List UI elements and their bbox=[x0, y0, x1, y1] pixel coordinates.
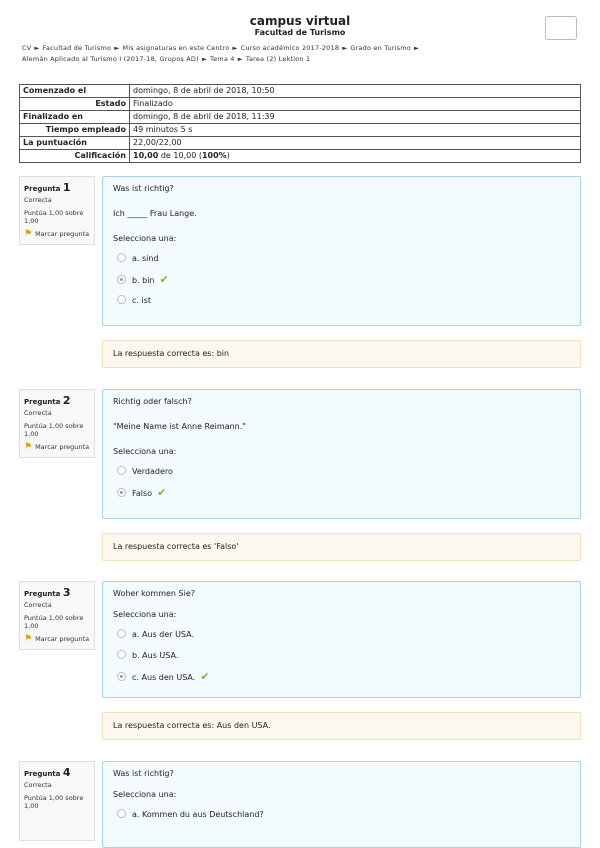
radio-button[interactable] bbox=[117, 295, 126, 304]
finished-value: domingo, 8 de abril de 2018, 11:39 bbox=[130, 111, 581, 124]
time-label: Tiempo empleado bbox=[20, 124, 130, 137]
breadcrumb-separator-icon: ► bbox=[237, 55, 243, 63]
correct-check-icon: ✔ bbox=[200, 670, 210, 683]
flag-question-link[interactable]: ⚑ Marcar pregunta bbox=[24, 634, 90, 644]
finished-label: Finalizado en bbox=[20, 111, 130, 124]
grade-value bbox=[130, 150, 581, 163]
flag-icon: ⚑ bbox=[24, 229, 33, 239]
answer-option[interactable]: c. Aus den USA. ✔ bbox=[113, 666, 570, 687]
radio-button[interactable] bbox=[117, 629, 126, 638]
state-value: Finalizado bbox=[130, 98, 581, 111]
site-title[interactable]: campus virtual bbox=[249, 14, 351, 28]
breadcrumb-separator-icon: ► bbox=[34, 44, 40, 52]
marks-value: 22,00/22,00 bbox=[130, 137, 581, 150]
question-3-feedback: La respuesta correcta es: Aus den USA. bbox=[102, 712, 581, 740]
flag-question-link[interactable]: ⚑ Marcar pregunta bbox=[24, 442, 90, 452]
question-2-feedback: La respuesta correcta es 'Falso' bbox=[102, 533, 581, 561]
page-header bbox=[0, 0, 600, 40]
menu-button[interactable] bbox=[545, 16, 577, 40]
radio-button[interactable] bbox=[117, 253, 126, 262]
answer-option[interactable]: c. ist bbox=[113, 290, 570, 311]
radio-button[interactable] bbox=[117, 275, 126, 284]
question-prompt: Was ist richtig? bbox=[113, 184, 174, 193]
grade-score: 10,00 bbox=[133, 151, 159, 160]
grade-label: Calificación bbox=[20, 150, 130, 163]
radio-button[interactable] bbox=[117, 466, 126, 475]
question-grade: Puntúa 1,00 sobre 1,00 bbox=[24, 422, 84, 438]
question-number: Pregunta 1 bbox=[24, 181, 71, 194]
answer-option[interactable]: b. bin ✔ bbox=[113, 269, 570, 290]
answer-option[interactable]: a. Aus der USA. bbox=[113, 624, 570, 645]
summary-row-time bbox=[20, 124, 581, 137]
question-info bbox=[19, 761, 95, 841]
question-info bbox=[19, 389, 95, 458]
select-one-label: Selecciona una: bbox=[113, 447, 177, 456]
question-state: Correcta bbox=[24, 409, 52, 417]
time-value: 49 minutos 5 s bbox=[130, 124, 581, 137]
breadcrumb-item-academic-year[interactable]: Curso académico 2017-2018 bbox=[240, 44, 340, 52]
flag-icon: ⚑ bbox=[24, 442, 33, 452]
marks-label: La puntuación bbox=[20, 137, 130, 150]
breadcrumb-separator-icon: ► bbox=[232, 44, 238, 52]
breadcrumb-item-topic[interactable]: Tema 4 bbox=[210, 55, 235, 63]
summary-row-started bbox=[20, 85, 581, 98]
summary-row-marks bbox=[20, 137, 581, 150]
started-value: domingo, 8 de abril de 2018, 10:50 bbox=[130, 85, 581, 98]
answer-option[interactable]: a. sind bbox=[113, 248, 570, 269]
question-content bbox=[102, 389, 581, 519]
summary-row-finished bbox=[20, 111, 581, 124]
breadcrumb-item-course[interactable]: Alemán Aplicado al Turismo I (2017-18, Grupos AD) bbox=[22, 55, 199, 63]
breadcrumb bbox=[22, 43, 582, 65]
question-state: Correcta bbox=[24, 601, 52, 609]
breadcrumb-item-cv[interactable]: CV bbox=[22, 44, 32, 52]
question-1-feedback: La respuesta correcta es: bin bbox=[102, 340, 581, 368]
question-text: Ich _____ Frau Lange. bbox=[113, 209, 197, 218]
correct-check-icon: ✔ bbox=[159, 273, 169, 286]
state-label: Estado bbox=[20, 98, 130, 111]
breadcrumb-item-degree[interactable]: Grado en Turismo bbox=[350, 44, 411, 52]
question-prompt: Woher kommen Sie? bbox=[113, 589, 195, 598]
correct-check-icon: ✔ bbox=[157, 486, 167, 499]
question-info bbox=[19, 581, 95, 650]
question-content bbox=[102, 581, 581, 698]
flag-question-link[interactable]: ⚑ Marcar pregunta bbox=[24, 229, 90, 239]
radio-button[interactable] bbox=[117, 650, 126, 659]
question-content bbox=[102, 176, 581, 326]
site-subtitle: Facultad de Turismo bbox=[254, 28, 346, 37]
question-text: "Meine Name ist Anne Reimann." bbox=[113, 422, 246, 431]
select-one-label: Selecciona una: bbox=[113, 790, 177, 799]
breadcrumb-item-faculty[interactable]: Facultad de Turismo bbox=[42, 44, 112, 52]
question-prompt: Richtig oder falsch? bbox=[113, 397, 192, 406]
flag-icon: ⚑ bbox=[24, 634, 33, 644]
select-one-label: Selecciona una: bbox=[113, 234, 177, 243]
question-prompt: Was ist richtig? bbox=[113, 769, 174, 778]
question-state: Correcta bbox=[24, 781, 52, 789]
question-number: Pregunta 3 bbox=[24, 586, 71, 599]
question-state: Correcta bbox=[24, 196, 52, 204]
grade-percent: 100% bbox=[201, 151, 227, 160]
select-one-label: Selecciona una: bbox=[113, 610, 177, 619]
grade-of: de 10,00 ( bbox=[158, 151, 202, 160]
attempt-summary-table bbox=[19, 84, 581, 163]
radio-button[interactable] bbox=[117, 672, 126, 681]
breadcrumb-separator-icon: ► bbox=[114, 44, 120, 52]
answer-option[interactable]: b. Aus USA. bbox=[113, 645, 570, 666]
breadcrumb-separator-icon: ► bbox=[342, 44, 348, 52]
summary-row-grade bbox=[20, 150, 581, 163]
question-grade: Puntúa 1,00 sobre 1,00 bbox=[24, 794, 84, 810]
radio-button[interactable] bbox=[117, 488, 126, 497]
breadcrumb-item-my-courses[interactable]: Mis asignaturas en este Centro bbox=[122, 44, 230, 52]
breadcrumb-separator-icon: ► bbox=[413, 44, 420, 52]
question-number: Pregunta 4 bbox=[24, 766, 71, 779]
started-label: Comenzado el bbox=[20, 85, 130, 98]
question-grade: Puntúa 1,00 sobre 1,00 bbox=[24, 614, 84, 630]
answer-option[interactable]: a. Kommen du aus Deutschland? bbox=[113, 804, 570, 825]
question-grade: Puntúa 1,00 sobre 1,00 bbox=[24, 209, 84, 225]
breadcrumb-separator-icon: ► bbox=[201, 55, 208, 63]
answer-option[interactable]: Verdadero bbox=[113, 461, 570, 482]
grade-close: ) bbox=[226, 151, 230, 160]
summary-row-state bbox=[20, 98, 581, 111]
breadcrumb-item-task[interactable]: Tarea (2) Lektion 1 bbox=[245, 55, 311, 63]
question-content bbox=[102, 761, 581, 848]
question-number: Pregunta 2 bbox=[24, 394, 71, 407]
question-info bbox=[19, 176, 95, 245]
radio-button[interactable] bbox=[117, 809, 126, 818]
answer-option[interactable]: Falso ✔ bbox=[113, 482, 570, 503]
